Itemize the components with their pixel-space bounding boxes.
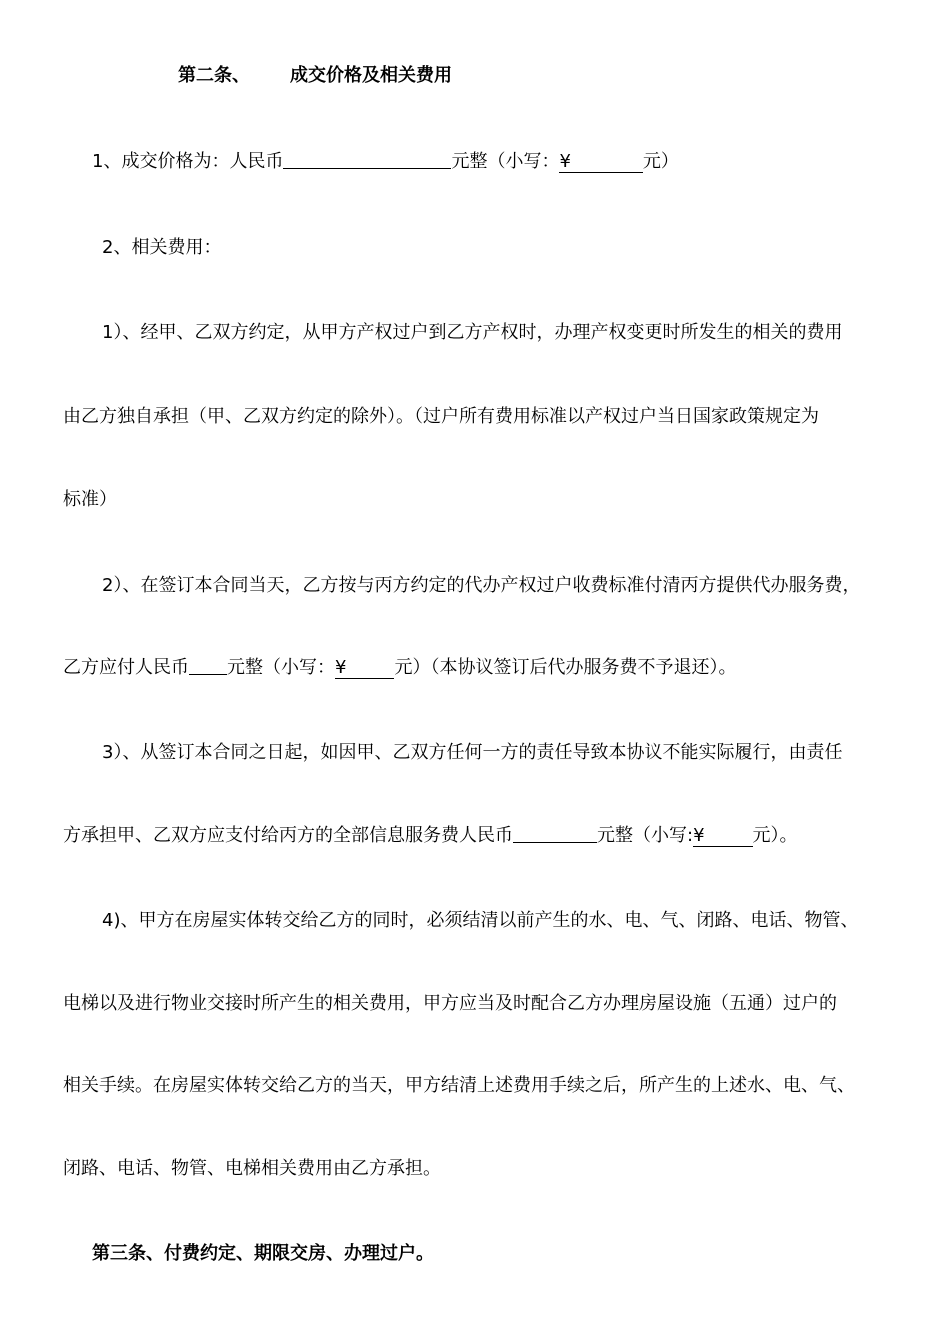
- item-1-mid: 元整（小写：: [451, 151, 560, 172]
- item-1-suffix: 元）: [642, 151, 679, 172]
- p3-line-2: [63, 824, 798, 848]
- p1-line-3: 标准）: [63, 489, 117, 510]
- info-fee-small-blank[interactable]: [693, 826, 752, 847]
- item-1-prefix: 1、成交价格为：人民币: [92, 151, 284, 172]
- price-blank[interactable]: [283, 150, 451, 169]
- p4-line-2: 电梯以及进行物业交接时所产生的相关费用，甲方应当及时配合乙方办理房屋设施（五通）过户的: [63, 993, 837, 1014]
- p3-prefix: 方承担甲、乙双方应支付给丙方的全部信息服务费人民币: [63, 825, 513, 846]
- p2-mid: 元整（小写：: [227, 657, 335, 678]
- p4-line-1: 4)、甲方在房屋实体转交给乙方的同时，必须结清以前产生的水、电、气、闭路、电话、物管、: [102, 910, 859, 931]
- article-3-heading: 第三条、付费约定、期限交房、办理过户。: [92, 1243, 434, 1264]
- service-fee-small-blank[interactable]: [335, 658, 394, 679]
- article-2-number: 第二条、: [178, 65, 250, 86]
- p2-line-1: 2）、在签订本合同当天，乙方按与丙方约定的代办产权过户收费标准付清丙方提供代办服务费，: [102, 575, 861, 596]
- p4-line-4: 闭路、电话、物管、电梯相关费用由乙方承担。: [63, 1158, 441, 1179]
- p1-line-1: 1）、经甲、乙双方约定，从甲方产权过户到乙方产权时，办理产权变更时所发生的相关的费用: [102, 322, 843, 343]
- p1-line-2: 由乙方独自承担（甲、乙双方约定的除外）。（过户所有费用标准以产权过户当日国家政策规定为: [63, 406, 819, 427]
- service-fee-blank[interactable]: [189, 656, 227, 675]
- p4-line-3: 相关手续。在房屋实体转交给乙方的当天，甲方结清上述费用手续之后，所产生的上述水、电、气、: [63, 1075, 855, 1096]
- yen-sign: ¥: [335, 657, 347, 678]
- yen-sign: ¥: [559, 151, 571, 172]
- p2-line-2: [63, 656, 736, 680]
- item-2-fees: 2、相关费用：: [102, 237, 222, 258]
- p2-prefix: 乙方应付人民币: [63, 657, 189, 678]
- yen-sign: ¥: [693, 825, 705, 846]
- article-2-title: 成交价格及相关费用: [290, 65, 452, 86]
- p2-suffix: 元）（本协议签订后代办服务费不予退还）。: [394, 657, 737, 678]
- p3-suffix: 元）。: [752, 825, 798, 846]
- p3-mid: 元整（小写:: [597, 825, 694, 846]
- p3-line-1: 3）、从签订本合同之日起，如因甲、乙双方任何一方的责任导致本协议不能实际履行，由责任: [102, 742, 843, 763]
- price-small-blank[interactable]: [559, 152, 642, 173]
- info-fee-blank[interactable]: [513, 824, 597, 843]
- article-2-heading: [178, 64, 452, 88]
- item-1-price: [92, 150, 679, 174]
